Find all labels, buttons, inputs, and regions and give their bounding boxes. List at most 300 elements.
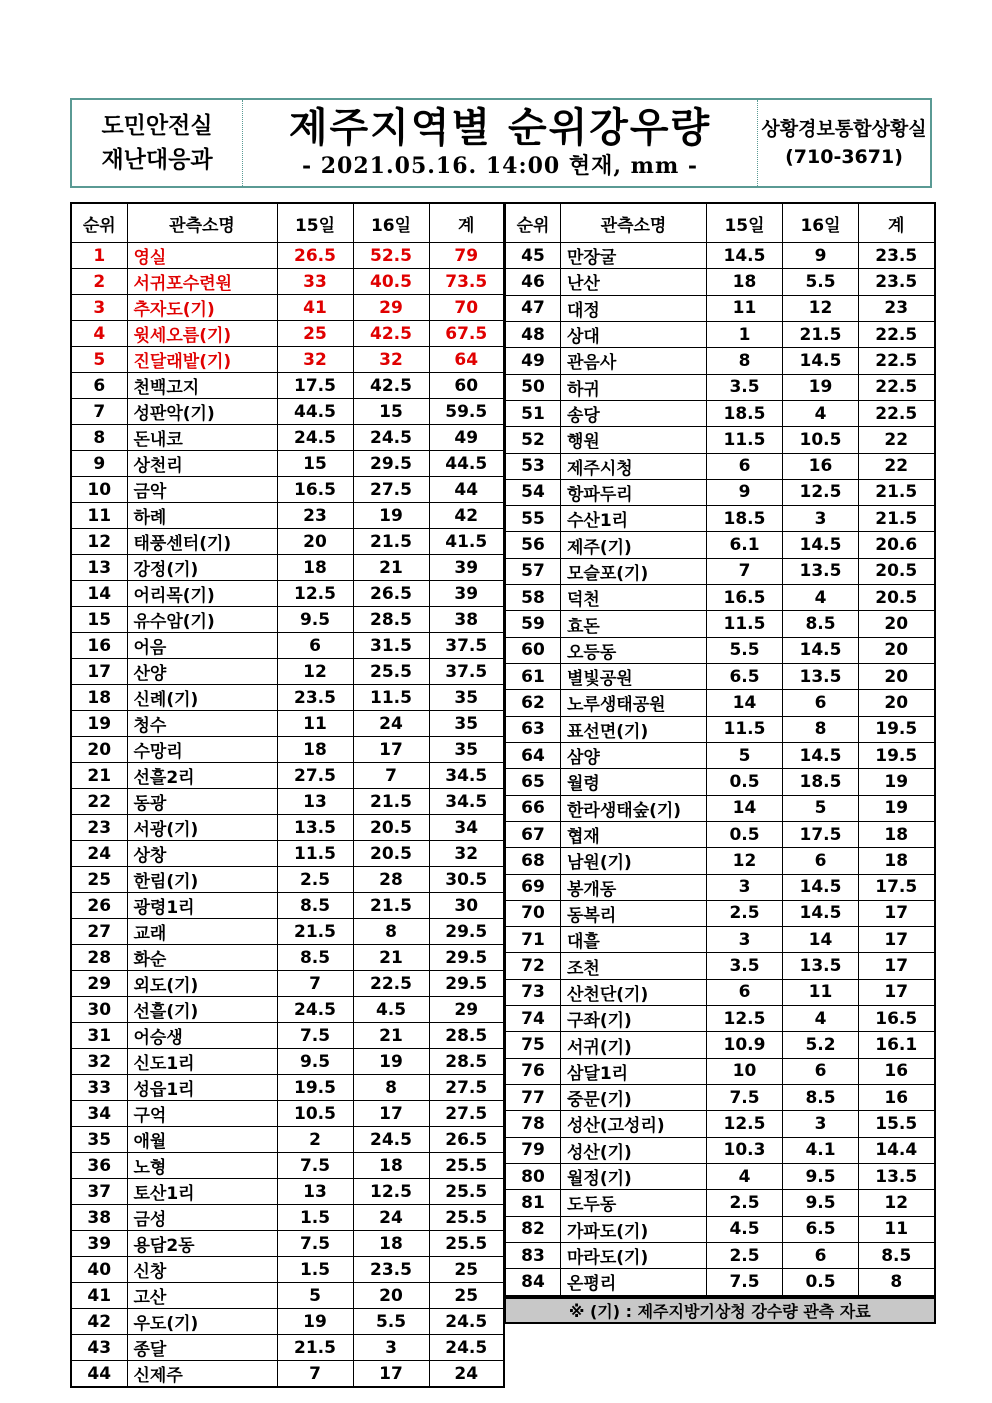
station-name: 영실 (133, 248, 167, 268)
station-name: 상창 (133, 846, 167, 866)
cell-day16: 13.5 (783, 664, 859, 690)
station-name: 구좌(기) (567, 1011, 632, 1032)
station-name: 산양 (133, 664, 167, 684)
cell-station (127, 1101, 277, 1127)
cell-total: 59.5 (429, 399, 504, 425)
cell-total: 19.5 (859, 742, 935, 768)
cell-day15: 33 (277, 269, 353, 295)
cell-total: 20.5 (859, 585, 935, 611)
cell-station (561, 1163, 707, 1189)
table-row (506, 1163, 935, 1189)
cell-rank: 40 (71, 1257, 127, 1283)
cell-station (127, 789, 277, 815)
cell-station (127, 1127, 277, 1153)
table-row (506, 453, 935, 479)
cell-day16: 14.5 (783, 532, 859, 558)
cell-station (127, 1309, 277, 1335)
station-name: 서광(기) (133, 820, 199, 840)
cell-station (561, 479, 707, 505)
station-name: 태풍센터(기) (133, 534, 232, 554)
station-name: 추자도(기) (133, 300, 215, 320)
cell-day16: 13.5 (783, 953, 859, 979)
col-total: 계 (429, 203, 504, 243)
cell-day16: 8.5 (783, 1085, 859, 1111)
cell-rank: 77 (506, 1085, 561, 1111)
cell-total: 16.5 (859, 1006, 935, 1032)
cell-rank: 51 (506, 400, 561, 426)
table-row (71, 1127, 504, 1153)
rainfall-table-left (70, 202, 505, 1388)
station-name: 성산(기) (567, 1142, 632, 1163)
cell-day16: 52.5 (353, 243, 429, 269)
station-name: 성산(고성리) (567, 1116, 665, 1137)
cell-station (127, 1283, 277, 1309)
cell-total: 73.5 (429, 269, 504, 295)
table-row (71, 1257, 504, 1283)
cell-station (561, 742, 707, 768)
cell-day16: 6 (783, 1058, 859, 1084)
cell-day16: 20 (353, 1283, 429, 1309)
station-name: 표선면(기) (567, 721, 649, 742)
cell-station (561, 979, 707, 1005)
table-row (506, 427, 935, 453)
cell-rank: 45 (506, 243, 561, 269)
cell-day16: 26.5 (353, 581, 429, 607)
cell-rank: 67 (506, 821, 561, 847)
table-row (506, 1006, 935, 1032)
table-row (71, 1361, 504, 1388)
cell-total: 35 (429, 737, 504, 763)
cell-day15: 7 (707, 558, 783, 584)
cell-station (127, 581, 277, 607)
cell-day16: 18 (353, 1153, 429, 1179)
cell-total: 15.5 (859, 1111, 935, 1137)
station-name: 남원(기) (567, 853, 632, 874)
cell-day16: 24.5 (353, 425, 429, 451)
station-name: 천백고지 (133, 378, 200, 398)
table-row (506, 532, 935, 558)
station-name: 돈내코 (133, 430, 183, 450)
cell-rank: 78 (506, 1111, 561, 1137)
col-station: 관측소명 (561, 203, 707, 243)
cell-day16: 6 (783, 848, 859, 874)
cell-total: 18 (859, 848, 935, 874)
cell-total: 39 (429, 581, 504, 607)
cell-rank: 22 (71, 789, 127, 815)
cell-day15: 13 (277, 1179, 353, 1205)
cell-total: 17.5 (859, 874, 935, 900)
cell-rank: 39 (71, 1231, 127, 1257)
table-row (71, 633, 504, 659)
cell-station (127, 269, 277, 295)
table-row (506, 558, 935, 584)
cell-day16: 25.5 (353, 659, 429, 685)
cell-station (561, 374, 707, 400)
cell-day16: 4.5 (353, 997, 429, 1023)
cell-day15: 5 (707, 742, 783, 768)
contact-block (758, 100, 930, 186)
station-name: 교래 (133, 924, 167, 944)
cell-station (127, 711, 277, 737)
cell-day16: 4.1 (783, 1137, 859, 1163)
cell-day16: 18.5 (783, 769, 859, 795)
cell-rank: 43 (71, 1335, 127, 1361)
cell-day16: 29 (353, 295, 429, 321)
table-row (71, 867, 504, 893)
cell-day15: 2.5 (707, 1242, 783, 1268)
cell-station (127, 477, 277, 503)
station-name: 온평리 (567, 1274, 617, 1295)
station-name: 애월 (133, 1132, 167, 1152)
station-name: 용담2동 (133, 1236, 195, 1256)
table-row (506, 848, 935, 874)
cell-station (127, 347, 277, 373)
cell-station (127, 243, 277, 269)
cell-station (127, 763, 277, 789)
station-name: 성읍1리 (133, 1080, 195, 1100)
cell-rank: 12 (71, 529, 127, 555)
station-name: 한라생태숲(기) (567, 800, 682, 821)
cell-total: 29 (429, 997, 504, 1023)
cell-day15: 21.5 (277, 919, 353, 945)
cell-station (127, 685, 277, 711)
cell-day16: 23.5 (353, 1257, 429, 1283)
cell-total: 44.5 (429, 451, 504, 477)
cell-total: 24.5 (429, 1309, 504, 1335)
cell-total: 22.5 (859, 348, 935, 374)
cell-rank: 55 (506, 506, 561, 532)
cell-station (127, 1153, 277, 1179)
cell-rank: 61 (506, 664, 561, 690)
cell-station (561, 295, 707, 321)
cell-station (127, 503, 277, 529)
table-row (71, 945, 504, 971)
cell-total: 19 (859, 795, 935, 821)
cell-day16: 22.5 (353, 971, 429, 997)
cell-station (127, 919, 277, 945)
cell-station (127, 945, 277, 971)
cell-day15: 6.5 (707, 664, 783, 690)
cell-total: 22 (859, 453, 935, 479)
cell-rank: 76 (506, 1058, 561, 1084)
cell-total: 26.5 (429, 1127, 504, 1153)
cell-rank: 25 (71, 867, 127, 893)
station-name: 광령1리 (133, 898, 195, 918)
cell-day15: 5.5 (707, 637, 783, 663)
cell-day15: 9.5 (277, 607, 353, 633)
office-name: 상황경보통합상황실 (761, 118, 927, 140)
rainfall-table-right (505, 202, 936, 1324)
cell-day16: 5.2 (783, 1032, 859, 1058)
cell-total: 25.5 (429, 1153, 504, 1179)
station-name: 서귀포수련원 (133, 274, 233, 294)
cell-day16: 21 (353, 945, 429, 971)
cell-station (561, 874, 707, 900)
cell-rank: 8 (71, 425, 127, 451)
cell-total: 25 (429, 1283, 504, 1309)
phone-number: (710-3671) (785, 146, 903, 168)
cell-station (127, 737, 277, 763)
station-name: 신창 (133, 1262, 167, 1282)
cell-rank: 52 (506, 427, 561, 453)
station-name: 한림(기) (133, 872, 199, 892)
cell-station (127, 1361, 277, 1388)
cell-day15: 18 (277, 555, 353, 581)
cell-rank: 66 (506, 795, 561, 821)
cell-day15: 7.5 (277, 1153, 353, 1179)
table-row (506, 1137, 935, 1163)
cell-station (561, 1190, 707, 1216)
cell-station (127, 1075, 277, 1101)
cell-total: 11 (859, 1216, 935, 1242)
station-name: 항파두리 (567, 484, 633, 505)
cell-total: 16 (859, 1085, 935, 1111)
cell-day15: 14 (707, 690, 783, 716)
cell-station (561, 795, 707, 821)
cell-total: 27.5 (429, 1075, 504, 1101)
station-name: 수망리 (133, 742, 183, 762)
cell-total: 20.5 (859, 558, 935, 584)
table-row (506, 795, 935, 821)
cell-day16: 21 (353, 1023, 429, 1049)
cell-rank: 23 (71, 815, 127, 841)
cell-station (561, 348, 707, 374)
cell-day16: 17.5 (783, 821, 859, 847)
cell-station (127, 295, 277, 321)
table-row (506, 927, 935, 953)
cell-day16: 0.5 (783, 1269, 859, 1295)
cell-rank: 75 (506, 1032, 561, 1058)
table-row (71, 737, 504, 763)
cell-total: 14.4 (859, 1137, 935, 1163)
cell-total: 49 (429, 425, 504, 451)
cell-total: 34.5 (429, 789, 504, 815)
cell-day15: 10.5 (277, 1101, 353, 1127)
cell-station (561, 1058, 707, 1084)
cell-station (561, 637, 707, 663)
cell-day15: 44.5 (277, 399, 353, 425)
cell-day15: 11 (277, 711, 353, 737)
table-row (506, 1216, 935, 1242)
cell-day15: 2.5 (707, 1190, 783, 1216)
cell-rank: 29 (71, 971, 127, 997)
cell-day15: 10 (707, 1058, 783, 1084)
cell-day16: 42.5 (353, 373, 429, 399)
cell-total: 25.5 (429, 1231, 504, 1257)
cell-rank: 26 (71, 893, 127, 919)
station-name: 협재 (567, 827, 600, 848)
cell-station (561, 532, 707, 558)
table-row (506, 479, 935, 505)
cell-day15: 12 (707, 848, 783, 874)
cell-day16: 14.5 (783, 742, 859, 768)
cell-rank: 69 (506, 874, 561, 900)
cell-total: 38 (429, 607, 504, 633)
station-name: 구억 (133, 1106, 167, 1126)
cell-day15: 1.5 (277, 1205, 353, 1231)
cell-total: 29.5 (429, 919, 504, 945)
cell-day16: 8 (783, 716, 859, 742)
table-row (71, 295, 504, 321)
cell-station (561, 585, 707, 611)
cell-total: 17 (859, 927, 935, 953)
cell-station (127, 555, 277, 581)
cell-station (561, 1032, 707, 1058)
cell-total: 20.6 (859, 532, 935, 558)
cell-day15: 24.5 (277, 997, 353, 1023)
cell-day16: 12.5 (353, 1179, 429, 1205)
table-row (506, 269, 935, 295)
cell-total: 25 (429, 1257, 504, 1283)
cell-rank: 56 (506, 532, 561, 558)
cell-day16: 17 (353, 1101, 429, 1127)
cell-day16: 17 (353, 737, 429, 763)
cell-day15: 1.5 (277, 1257, 353, 1283)
cell-day15: 5 (277, 1283, 353, 1309)
cell-day15: 8.5 (277, 945, 353, 971)
cell-day16: 4 (783, 585, 859, 611)
table-row (506, 1032, 935, 1058)
cell-rank: 79 (506, 1137, 561, 1163)
cell-day16: 16 (783, 453, 859, 479)
cell-rank: 34 (71, 1101, 127, 1127)
station-name: 노형 (133, 1158, 167, 1178)
station-name: 하례 (133, 508, 167, 528)
cell-day15: 11 (707, 295, 783, 321)
station-name: 수산1리 (567, 511, 629, 532)
cell-station (127, 399, 277, 425)
station-name: 종달 (133, 1340, 167, 1360)
cell-station (561, 690, 707, 716)
station-name: 선흘2리 (133, 768, 195, 788)
table-row (71, 1101, 504, 1127)
cell-station (561, 1216, 707, 1242)
cell-rank: 16 (71, 633, 127, 659)
cell-total: 41.5 (429, 529, 504, 555)
cell-station (127, 321, 277, 347)
cell-day16: 10.5 (783, 427, 859, 453)
cell-day16: 24 (353, 711, 429, 737)
cell-total: 24.5 (429, 1335, 504, 1361)
cell-day16: 4 (783, 1006, 859, 1032)
cell-day15: 4 (707, 1163, 783, 1189)
station-name: 금성 (133, 1210, 167, 1230)
cell-day15: 26.5 (277, 243, 353, 269)
table-row (506, 769, 935, 795)
cell-day15: 18.5 (707, 400, 783, 426)
cell-total: 8.5 (859, 1242, 935, 1268)
cell-station (561, 321, 707, 347)
cell-rank: 72 (506, 953, 561, 979)
cell-station (561, 1137, 707, 1163)
report-header (70, 98, 932, 188)
cell-total: 30 (429, 893, 504, 919)
table-row (71, 1075, 504, 1101)
table-row (71, 815, 504, 841)
station-name: 효돈 (567, 616, 600, 637)
cell-total: 17 (859, 953, 935, 979)
cell-rank: 83 (506, 1242, 561, 1268)
cell-day15: 13 (277, 789, 353, 815)
cell-station (561, 558, 707, 584)
station-name: 금악 (133, 482, 167, 502)
cell-rank: 50 (506, 374, 561, 400)
cell-station (561, 821, 707, 847)
cell-day16: 14.5 (783, 348, 859, 374)
station-name: 신제주 (133, 1366, 183, 1386)
footnote: ※ (기) : 제주지방기상청 강수량 관측 자료 (506, 1298, 935, 1323)
station-name: 조천 (567, 958, 600, 979)
cell-day16: 24.5 (353, 1127, 429, 1153)
cell-rank: 58 (506, 585, 561, 611)
cell-total: 37.5 (429, 633, 504, 659)
cell-rank: 74 (506, 1006, 561, 1032)
table-row (506, 690, 935, 716)
cell-day15: 8.5 (277, 893, 353, 919)
department-block (72, 100, 243, 186)
cell-day15: 3 (707, 927, 783, 953)
cell-day15: 11.5 (707, 611, 783, 637)
cell-rank: 24 (71, 841, 127, 867)
table-row (506, 1190, 935, 1216)
cell-total: 34.5 (429, 763, 504, 789)
col-total: 계 (859, 203, 935, 243)
cell-rank: 18 (71, 685, 127, 711)
table-row (71, 685, 504, 711)
cell-day15: 16.5 (707, 585, 783, 611)
cell-station (127, 425, 277, 451)
station-name: 진달래밭(기) (133, 352, 232, 372)
cell-rank: 11 (71, 503, 127, 529)
cell-total: 23.5 (859, 269, 935, 295)
cell-station (561, 243, 707, 269)
cell-day16: 14.5 (783, 900, 859, 926)
station-name: 신례(기) (133, 690, 199, 710)
cell-total: 17 (859, 900, 935, 926)
cell-day15: 4.5 (707, 1216, 783, 1242)
cell-station (561, 427, 707, 453)
station-name: 송당 (567, 406, 600, 427)
cell-day15: 17.5 (277, 373, 353, 399)
table-row (506, 611, 935, 637)
cell-total: 79 (429, 243, 504, 269)
cell-total: 22.5 (859, 374, 935, 400)
cell-total: 67.5 (429, 321, 504, 347)
cell-day16: 29.5 (353, 451, 429, 477)
cell-day16: 14 (783, 927, 859, 953)
station-name: 화순 (133, 950, 167, 970)
station-name: 별빛공원 (567, 669, 633, 690)
cell-day15: 14.5 (707, 243, 783, 269)
cell-rank: 71 (506, 927, 561, 953)
cell-total: 29.5 (429, 971, 504, 997)
cell-day16: 3 (783, 1111, 859, 1137)
cell-total: 22 (859, 427, 935, 453)
table-row (71, 1205, 504, 1231)
station-name: 도두동 (567, 1195, 617, 1216)
cell-total: 35 (429, 685, 504, 711)
table-row (71, 1153, 504, 1179)
cell-rank: 30 (71, 997, 127, 1023)
table-row (506, 979, 935, 1005)
station-name: 동광 (133, 794, 167, 814)
cell-day16: 11.5 (353, 685, 429, 711)
cell-rank: 73 (506, 979, 561, 1005)
cell-station (127, 659, 277, 685)
cell-day15: 19.5 (277, 1075, 353, 1101)
col-day16: 16일 (783, 203, 859, 243)
table-row (71, 529, 504, 555)
